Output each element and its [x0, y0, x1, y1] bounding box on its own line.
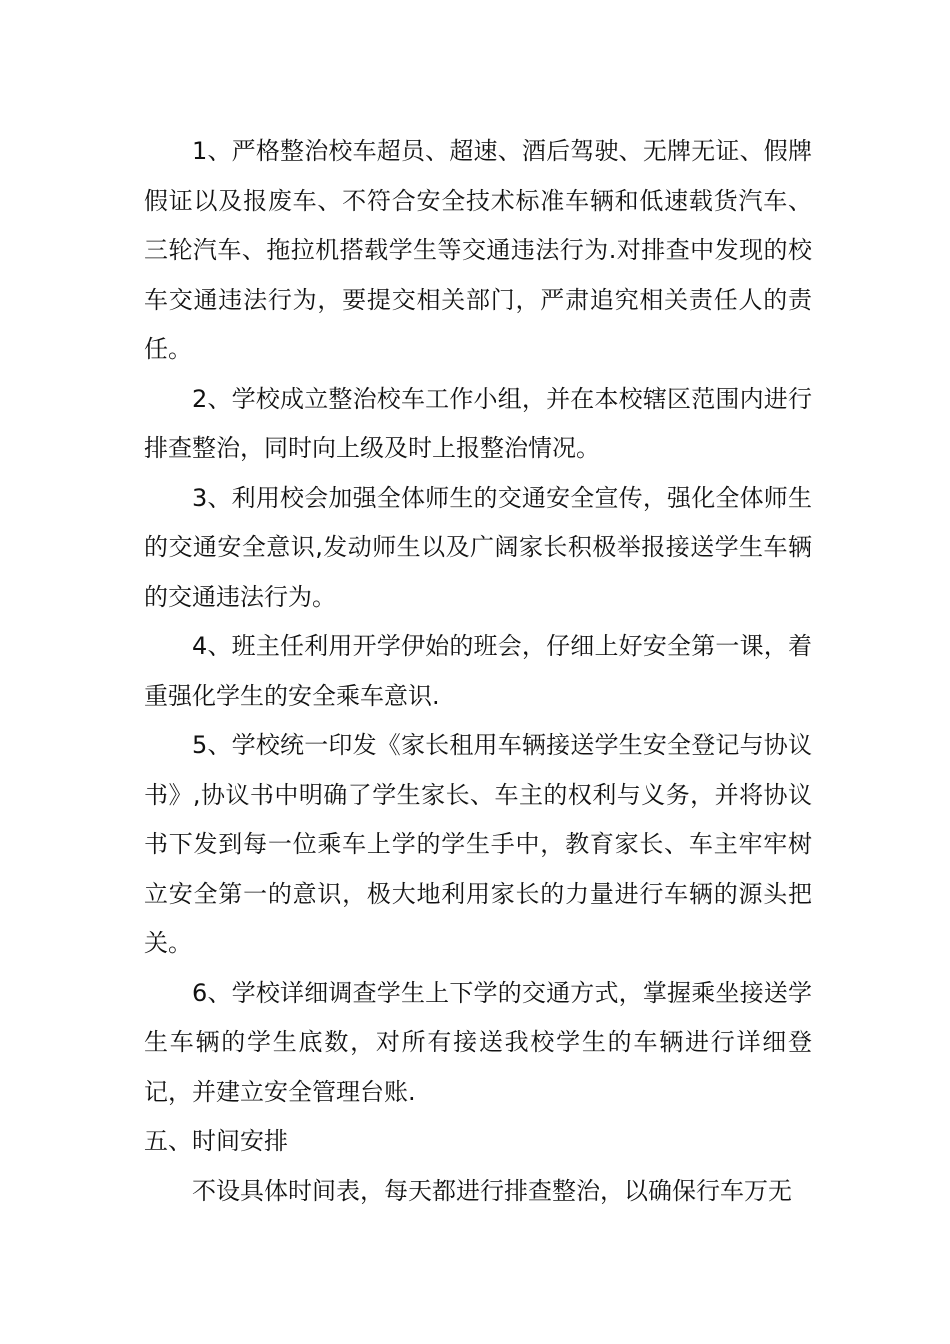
paragraph-2: 2、学校成立整治校车工作小组，并在本校辖区范围内进行排查整治，同时向上级及时上报整治情况。	[144, 384, 812, 462]
paragraph-4: 4、班主任利用开学伊始的班会，仔细上好安全第一课，着重强化学生的安全乘车意识.	[144, 632, 812, 710]
paragraph-1: 1、严格整治校车超员、超速、酒后驾驶、无牌无证、假牌假证以及报废车、不符合安全技术标准车辆和低速载货汽车、三轮汽车、拖拉机搭载学生等交通违法行为.对排查中发现的校车交通违法行为，要提交相关部门，严肃追究相关责任人的责任。	[144, 137, 812, 363]
paragraph-3: 3、利用校会加强全体师生的交通安全宣传，强化全体师生的交通安全意识,发动师生以及广阔家长积极举报接送学生车辆的交通违法行为。	[144, 483, 812, 611]
paragraph-5: 5、学校统一印发《家长租用车辆接送学生安全登记与协议书》,协议书中明确了学生家长、车主的权利与义务，并将协议书下发到每一位乘车上学的学生手中，教育家长、车主牢牢树立安全第一的意识，极大地利用家长的力量进行车辆的源头把关。	[144, 731, 812, 957]
paragraph-last: 不设具体时间表，每天都进行排查整治，以确保行车万无	[192, 1176, 792, 1205]
section-heading: 五、时间安排	[144, 1127, 288, 1155]
paragraph-6: 6、学校详细调查学生上下学的交通方式，掌握乘坐接送学生车辆的学生底数，对所有接送我校学生的车辆进行详细登记，并建立安全管理台账.	[144, 978, 812, 1106]
document-body	[144, 127, 812, 1216]
